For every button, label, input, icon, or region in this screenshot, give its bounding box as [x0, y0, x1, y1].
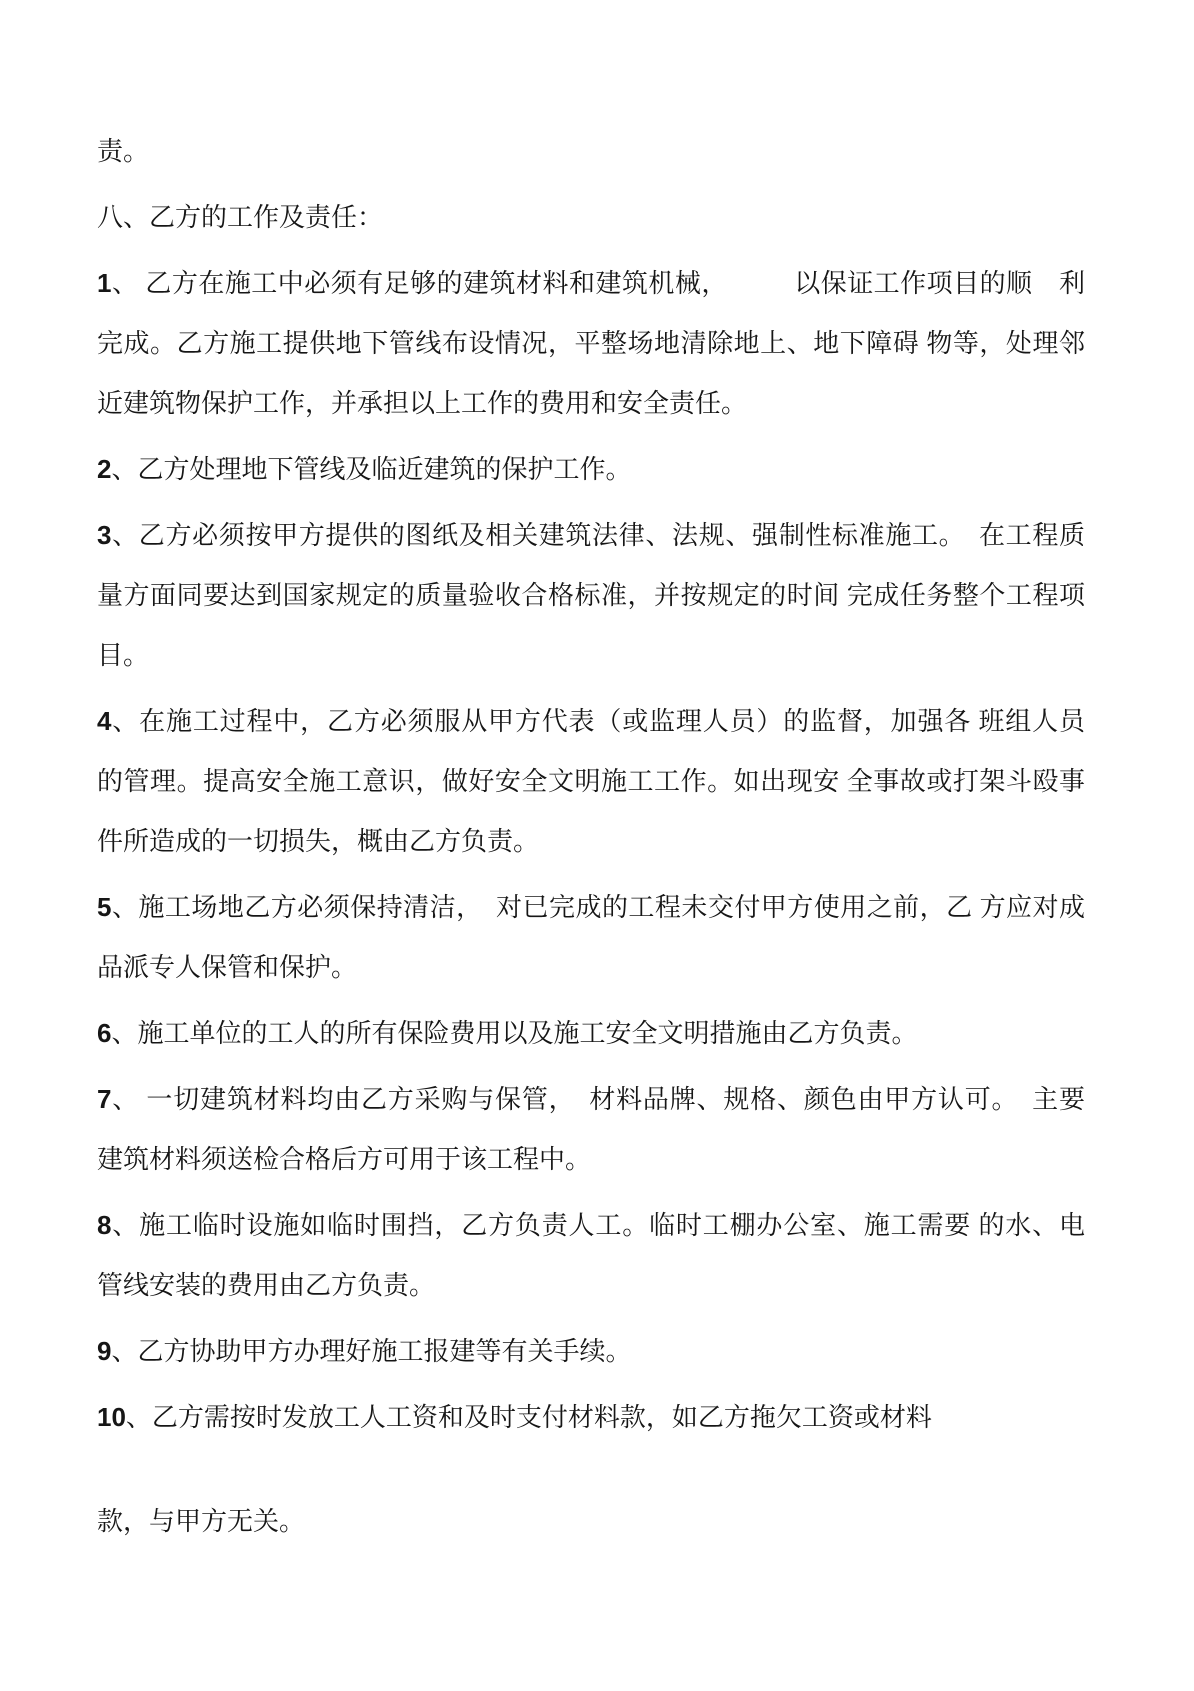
- document-body: [97, 121, 1085, 1551]
- line-text: 目。: [97, 641, 150, 670]
- line-text: 管线安装的费用由乙方负责。: [97, 1271, 436, 1300]
- line-text: 、乙方必须按甲方提供的图纸及相关建筑法律、法规、强制性标准施工。 在工程质: [111, 521, 1085, 550]
- document-line: [97, 253, 1085, 313]
- line-text: 、乙方处理地下管线及临近建筑的保护工作。: [111, 455, 632, 484]
- section-heading: [97, 187, 1085, 247]
- line-number: 2: [97, 454, 112, 484]
- document-line: [97, 1387, 1085, 1447]
- document-line: [97, 505, 1085, 565]
- document-line: [97, 1195, 1085, 1255]
- document-line: [97, 439, 1085, 499]
- line-text: 、施工临时设施如临时围挡，乙方负责人工。临时工棚办公室、施工需要 的水、电: [111, 1211, 1085, 1240]
- line-number: 9: [97, 1336, 112, 1366]
- document-line: [97, 877, 1085, 937]
- line-text: 、乙方需按时发放工人工资和及时支付材料款，如乙方拖欠工资或材料: [125, 1403, 932, 1432]
- line-number: 10: [97, 1402, 126, 1432]
- document-line: [97, 1003, 1085, 1063]
- line-text: 近建筑物保护工作，并承担以上工作的费用和安全责任。: [97, 389, 748, 418]
- line-text: 、乙方协助甲方办理好施工报建等有关手续。: [111, 1337, 632, 1366]
- line-text: 品派专人保管和保护。: [97, 953, 358, 982]
- document-line: [97, 1491, 1085, 1551]
- line-text: 量方面同要达到国家规定的质量验收合格标准，并按规定的时间 完成任务整个工程项: [97, 581, 1085, 610]
- line-number: 6: [97, 1018, 112, 1048]
- document-line: [97, 313, 1085, 373]
- line-number: 7: [97, 1084, 112, 1114]
- line-text: 八、乙方的工作及责任：: [97, 203, 384, 232]
- line-text: 件所造成的一切损失，概由乙方负责。: [97, 827, 540, 856]
- line-number: 5: [97, 892, 112, 922]
- document-line: [97, 121, 1085, 181]
- document-line: [97, 1321, 1085, 1381]
- line-text: 、施工单位的工人的所有保险费用以及施工安全文明措施由乙方负责。: [111, 1019, 918, 1048]
- line-text: 建筑材料须送检合格后方可用于该工程中。: [97, 1145, 592, 1174]
- line-text: 、在施工过程中，乙方必须服从甲方代表（或监理人员）的监督，加强各 班组人员: [111, 707, 1085, 736]
- line-text: 、施工场地乙方必须保持清洁， 对已完成的工程未交付甲方使用之前，乙 方应对成: [111, 893, 1085, 922]
- document-line: [97, 1255, 1085, 1315]
- line-number: 1: [97, 268, 112, 298]
- line-text: 的管理。提高安全施工意识，做好安全文明施工工作。如出现安 全事故或打架斗殴事: [97, 767, 1085, 796]
- line-text: 款，与甲方无关。: [97, 1507, 306, 1536]
- line-text: 、 一切建筑材料均由乙方采购与保管， 材料品牌、规格、颜色由甲方认可。 主要: [111, 1085, 1085, 1114]
- line-text: 责。: [97, 137, 150, 166]
- document-line: [97, 565, 1085, 625]
- document-line: [97, 373, 1085, 433]
- document-line: [97, 937, 1085, 997]
- line-text: 完成。乙方施工提供地下管线布设情况，平整场地清除地上、地下障碍 物等，处理邻: [97, 329, 1085, 358]
- document-line: [97, 751, 1085, 811]
- line-text: 、 乙方在施工中必须有足够的建筑材料和建筑机械， 以保证工作项目的顺 利: [111, 269, 1085, 298]
- line-number: 3: [97, 520, 112, 550]
- document-line: [97, 691, 1085, 751]
- document-line: [97, 1129, 1085, 1189]
- document-line: [97, 811, 1085, 871]
- line-number: 4: [97, 706, 112, 736]
- document-line: [97, 625, 1085, 685]
- line-number: 8: [97, 1210, 112, 1240]
- document-line: [97, 1069, 1085, 1129]
